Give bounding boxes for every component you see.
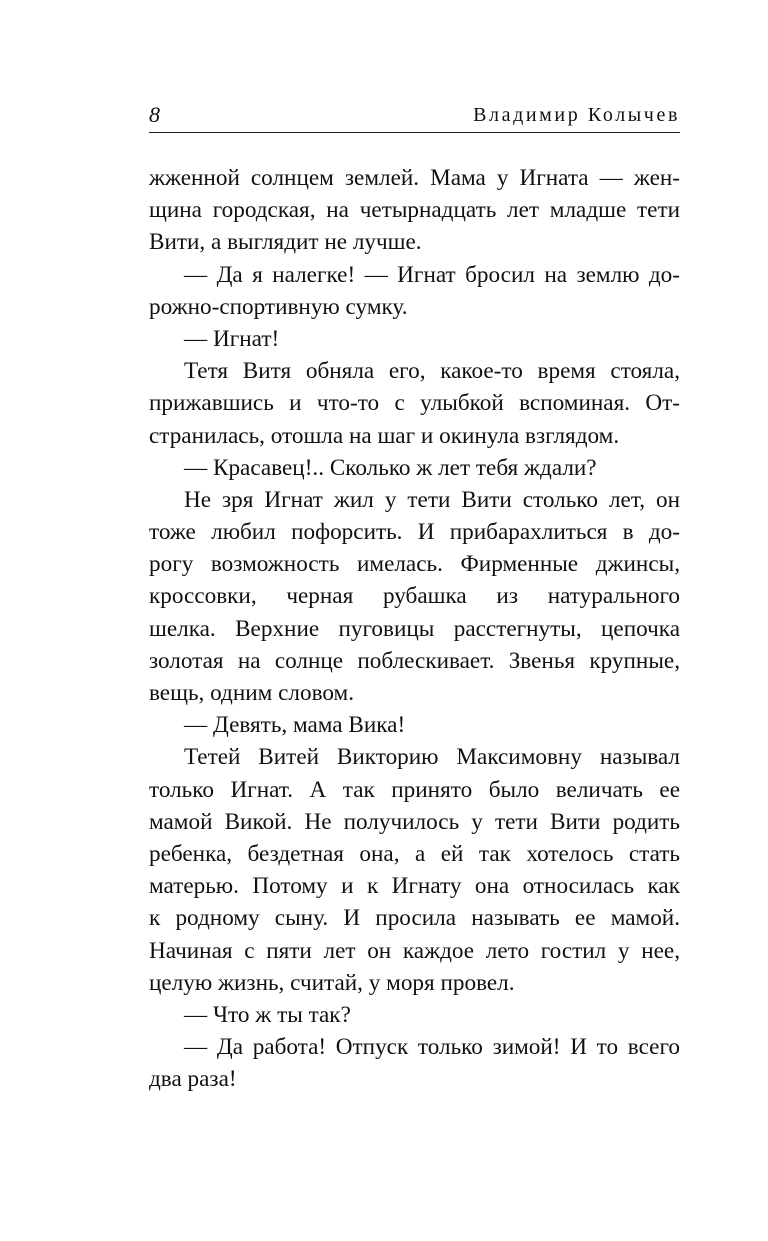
text-line: матерью. Потому и к Игнату она относилась как [149,873,680,900]
text-line: шелка. Верхние пуговицы расстегнуты, цепочка [149,615,680,642]
text-line: ребенка, бездетная она, а ей так хотелось стать [149,840,680,867]
text-line: кроссовки, черная рубашка из натурального [149,583,680,610]
text-line: целую жизнь, считай, у моря провел. [149,969,515,996]
text-line: Не зря Игнат жил у тети Вити столько лет, он [184,486,680,513]
text-line: два раза! [149,1066,237,1093]
body-text [149,162,680,1095]
text-line: Начиная с пяти лет он каждое лето гостил у нее, [149,937,680,964]
text-line: жженной солнцем землей. Мама у Игната — жен- [149,165,680,191]
text-line: вещь, одним словом. [149,680,355,706]
text-line: — Девять, мама Вика! [184,712,406,739]
text-line: — Игнат! [184,325,280,352]
text-line: щина городская, на четырнадцать лет младше тети [149,197,680,224]
text-line: тоже любил пофорсить. И прибарахлиться в до- [149,519,680,546]
text-line: прижавшись и что-то с улыбкой вспоминая. От- [149,390,680,417]
text-line: рожно-спортивную сумку. [149,293,408,320]
header-author: Владимир Колычев [473,104,680,126]
text-line: мамой Викой. Не получилось у тети Вити родить [149,808,680,835]
text-line: Вити, а выглядит не лучше. [149,229,422,256]
text-line: — Что ж ты так? [184,1001,351,1028]
page-number: 8 [149,102,160,127]
text-line: Тетя Витя обняла его, какое-то время стояла, [184,358,680,385]
text-line: — Красавец!.. Сколько ж лет тебя ждали? [184,454,597,481]
text-line: — Да работа! Отпуск только зимой! И то всего [184,1034,680,1061]
running-header [149,98,680,133]
text-line: золотая на солнце поблескивает. Звенья крупные, [149,647,680,674]
text-line: странилась, отошла на шаг и окинула взглядом. [149,422,620,449]
text-line: к родному сыну. И просила называть ее мамой. [149,905,680,932]
text-line: рогу возможность имелась. Фирменные джинсы, [149,551,680,578]
text-line: только Игнат. А так принято было величать ее [149,776,680,803]
text-line: Тетей Витей Викторию Максимовну называл [184,744,680,771]
text-line: — Да я налегке! — Игнат бросил на землю до- [184,261,680,288]
